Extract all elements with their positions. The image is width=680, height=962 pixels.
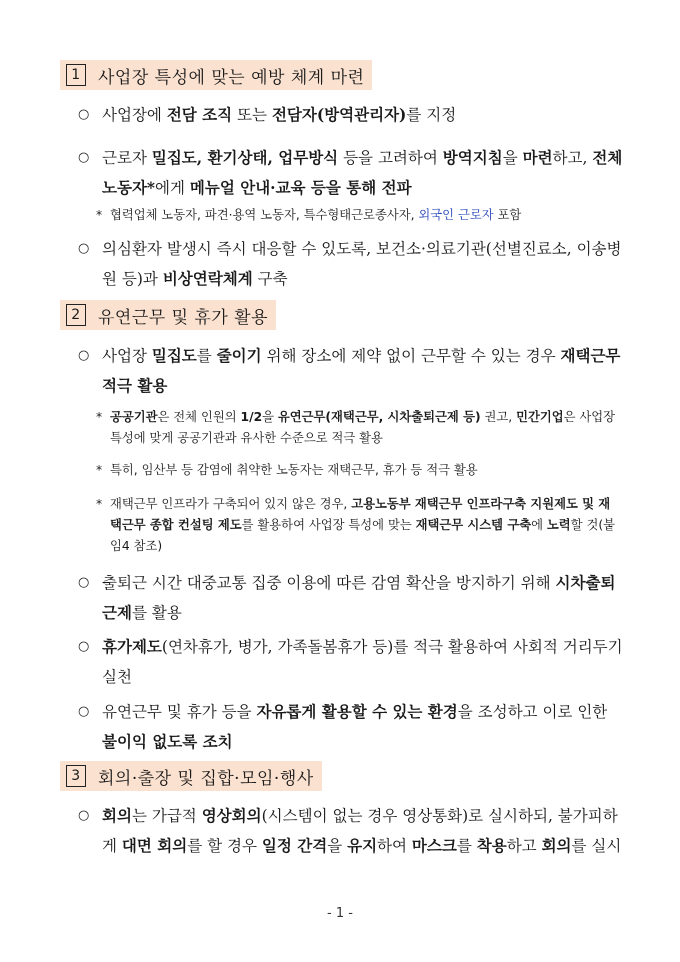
asterisk-marker: * [96,497,103,511]
circle-bullet-icon: ○ [78,107,90,122]
circle-bullet-icon: ○ [78,639,90,654]
circle-bullet-icon: ○ [78,704,90,719]
footnote: * 협력업체 노동자, 파견·용역 노동자, 특수형태근로종사자, 외국인 근로자 포함 [96,205,618,226]
asterisk-marker: * [96,410,103,424]
bullet-item: ○ 사업장 밀집도를 줄이기 위해 장소에 제약 없이 근무할 수 있는 경우 재택근무 적극 활용 [78,341,623,401]
circle-bullet-icon: ○ [78,348,90,363]
section-heading-3 [60,761,322,791]
footnote: * 재택근무 인프라가 구축되어 있지 않은 경우, 고용노동부 재택근무 인프라구축 지원제도 및 재택근무 종합 컨설팅 제도를 활용하여 사업장 특성에 맞는 재택근무 시스템 구축에 노력할 것(붙임4 참조) [96,494,618,557]
section-title: 유연근무 및 휴가 활용 [98,307,269,328]
circle-bullet-icon: ○ [78,575,90,590]
bullet-item: ○ 유연근무 및 휴가 등을 자유롭게 활용할 수 있는 환경을 조성하고 이로 인한 불이익 없도록 조치 [78,697,623,757]
bullet-item: ○ 의심환자 발생시 즉시 대응할 수 있도록, 보건소·의료기관(선별진료소, 이송병원 등)과 비상연락체계 구축 [78,234,623,294]
section-heading-2 [60,300,276,330]
footnote: * 특히, 임산부 등 감염에 취약한 노동자는 재택근무, 휴가 등 적극 활용 [96,460,618,481]
bullet-item: ○ 휴가제도(연차휴가, 병가, 가족돌봄휴가 등)를 적극 활용하여 사회적 거리두기 실천 [78,632,623,692]
bullet-item: ○ 근로자 밀집도, 환기상태, 업무방식 등을 고려하여 방역지침을 마련하고, 전체 노동자*에게 메뉴얼 안내·교육 등을 통해 전파 [78,143,623,203]
asterisk-marker: * [96,208,103,222]
section-title: 사업장 특성에 맞는 예방 체계 마련 [98,67,365,88]
section-number-box: 3 [66,765,86,787]
asterisk-marker: * [96,463,103,477]
section-title: 회의·출장 및 집합·모임·행사 [98,768,314,789]
circle-bullet-icon: ○ [78,150,90,165]
page-number: - 1 - [327,906,353,921]
circle-bullet-icon: ○ [78,808,90,823]
footnote: * 공공기관은 전체 인원의 1/2을 유연근무(재택근무, 시차출퇴근제 등) 권고, 민간기업은 사업장 특성에 맞게 공공기관과 유사한 수준으로 적극 활용 [96,407,618,449]
bullet-item: ○ 출퇴근 시간 대중교통 집중 이용에 따른 감염 확산을 방지하기 위해 시차출퇴근제를 활용 [78,568,623,628]
bullet-item: ○ 사업장에 전담 조직 또는 전담자(방역관리자)를 지정 [78,100,623,130]
section-number-box: 1 [66,64,86,86]
section-heading-1 [60,60,372,90]
circle-bullet-icon: ○ [78,241,90,256]
bullet-item: ○ 회의는 가급적 영상회의(시스템이 없는 경우 영상통화)로 실시하되, 불가피하게 대면 회의를 할 경우 일정 간격을 유지하여 마스크를 착용하고 회의를 실시 [78,801,623,861]
section-number-box: 2 [66,304,86,326]
